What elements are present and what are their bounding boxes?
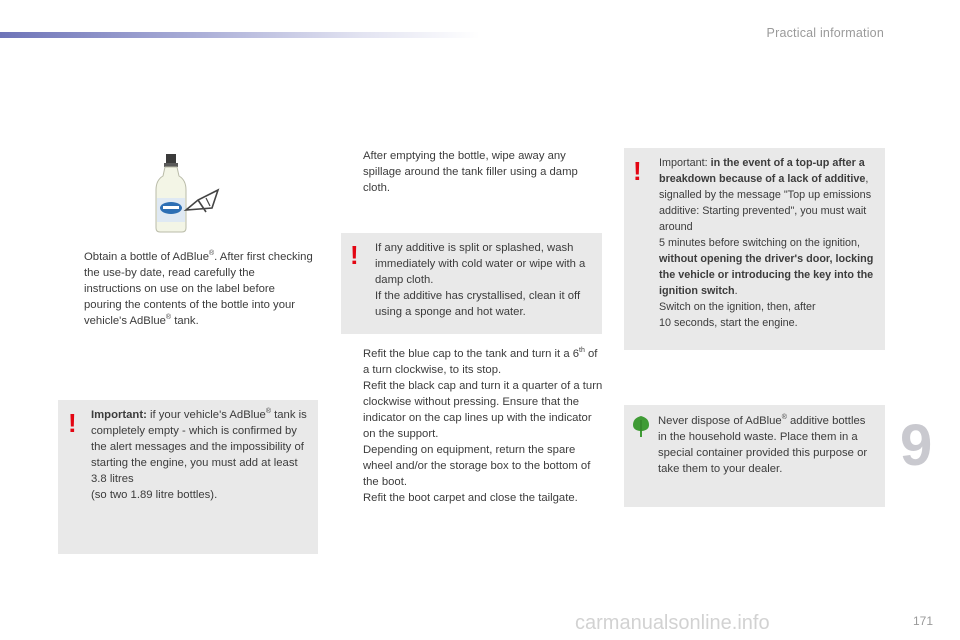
obtain-text: Obtain a bottle of AdBlue®. After first checking the use-by date, read carefully the instructions on use on the label before pouring the contents of the bottle into your vehicle's AdBlue® tank.	[84, 250, 313, 327]
list-item: Refit the blue cap to the tank and turn it a 6th of a turn clockwise, to its stop.	[341, 346, 603, 378]
leaf-eco-icon	[631, 414, 651, 438]
environment-disposal-text: Never dispose of AdBlue® additive bottles in the household waste. Place them in a special container provided this purpose or take them to your dealer.	[658, 414, 868, 475]
bullet-wipe-spillage: After emptying the bottle, wipe away any spillage around the tank filler using a damp cloth.	[341, 148, 603, 196]
list-item: Depending on equipment, return the spare wheel and/or the storage box to the bottom of the boot.	[341, 442, 603, 490]
bullet-marker-icon	[341, 346, 363, 378]
exclamation-warning-icon: !	[68, 408, 77, 438]
exclamation-warning-icon: !	[633, 156, 642, 186]
important-breakdown-text: Important: in the event of a top-up after a breakdown because of a lack of additive, signalled by the message "Top up emissions additive: Starting prevented", you must wait around 5 minutes before switching on the ignition, without opening the driver's door, locking the vehicle or introducing the key into the ignition switch. Switch on the ignition, then, after 10 seconds, start the engine.	[659, 157, 874, 329]
adblue-bottle-illustration	[146, 150, 226, 236]
list-item: Refit the boot carpet and close the tailgate.	[341, 490, 603, 506]
header-gradient-bar	[0, 32, 480, 38]
section-title: Practical information	[766, 26, 884, 40]
exclamation-warning-icon: !	[350, 240, 359, 270]
refit-steps-list	[341, 346, 603, 506]
bullet-marker-icon	[62, 249, 84, 329]
bullet-obtain-adblue	[62, 249, 314, 329]
bullet-marker-icon	[341, 442, 363, 490]
spill-warning-text: If any additive is split or splashed, wash immediately with cold water or wipe with a damp cloth. If the additive has crystallised, clean it off using a sponge and hot water.	[375, 242, 586, 318]
bullet-marker-icon	[341, 490, 363, 506]
list-item: Refit the black cap and turn it a quarter of a turn clockwise without pressing. Ensure that the indicator on the cap lines up with the indicator on the support.	[341, 378, 603, 442]
bullet-marker-icon	[341, 148, 363, 196]
bullet-marker-icon	[341, 378, 363, 442]
chapter-number: 9	[900, 413, 933, 478]
watermark: carmanualsonline.info	[575, 612, 770, 634]
page-number: 171	[913, 614, 934, 628]
important-empty-tank-text: Important: if your vehicle's AdBlue® tank is completely empty - which is confirmed by the alert messages and the impossibility of starting the engine, you must add at least 3.8 litres (so two 1.89 litre bottles).	[91, 408, 307, 501]
